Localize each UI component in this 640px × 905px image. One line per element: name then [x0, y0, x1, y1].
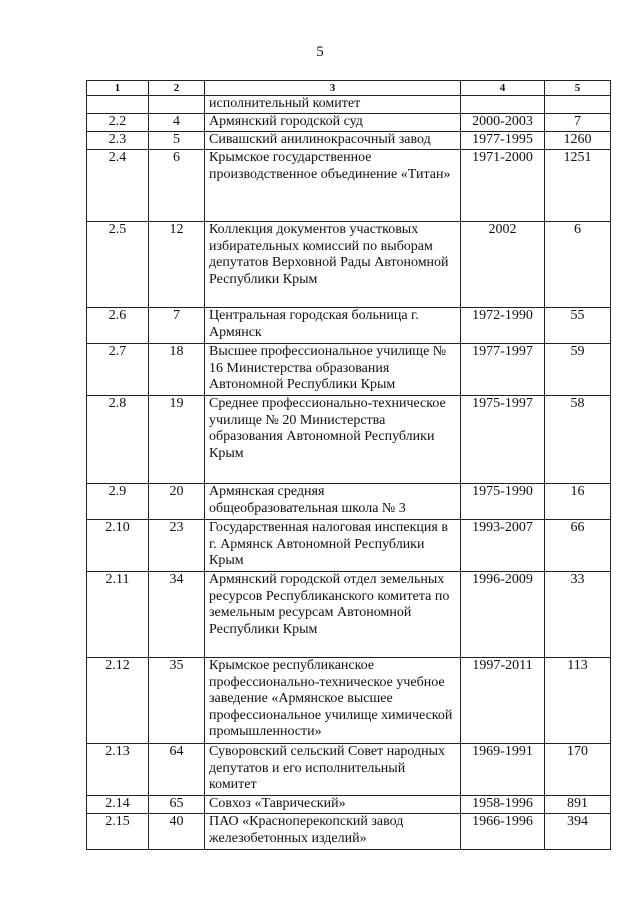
row-number: 2.10 — [87, 520, 149, 572]
row-number: 2.5 — [87, 222, 149, 308]
fond-name: Совхоз «Таврический» — [205, 796, 461, 814]
years-range: 1977-1995 — [461, 132, 545, 150]
page-number: 5 — [316, 44, 324, 60]
fond-name: Армянский городской отдел земельных ресурсов Республиканского комитета по земельным ресурсам Автономной Республики Крым — [205, 572, 461, 658]
years-range: 1993-2007 — [461, 520, 545, 572]
fond-number: 4 — [149, 114, 205, 132]
units-count: 394 — [545, 814, 611, 850]
fond-number: 20 — [149, 484, 205, 520]
fond-number: 19 — [149, 396, 205, 484]
table-row — [87, 658, 611, 744]
units-count: 66 — [545, 520, 611, 572]
fond-number: 35 — [149, 658, 205, 744]
fond-name: Государственная налоговая инспекция в г. Армянск Автономной Республики Крым — [205, 520, 461, 572]
row-number — [87, 96, 149, 114]
row-number: 2.13 — [87, 744, 149, 796]
fond-name: Суворовский сельский Совет народных депутатов и его исполнительный комитет — [205, 744, 461, 796]
row-number: 2.8 — [87, 396, 149, 484]
fond-number: 65 — [149, 796, 205, 814]
fond-number: 5 — [149, 132, 205, 150]
units-count: 59 — [545, 344, 611, 396]
years-range: 1972-1990 — [461, 308, 545, 344]
table-row — [87, 572, 611, 658]
years-range — [461, 96, 545, 114]
table-row — [87, 520, 611, 572]
years-range: 2002 — [461, 222, 545, 308]
table-row — [87, 814, 611, 850]
years-range: 1966-1996 — [461, 814, 545, 850]
units-count: 7 — [545, 114, 611, 132]
fond-name: Центральная городская больница г. Армянск — [205, 308, 461, 344]
fond-name: ПАО «Красноперекопский завод железобетонных изделий» — [205, 814, 461, 850]
table-row — [87, 96, 611, 114]
fond-name: Высшее профессиональное училище № 16 Министерства образования Автономной Республики Крым — [205, 344, 461, 396]
fond-number: 7 — [149, 308, 205, 344]
years-range: 1977-1997 — [461, 344, 545, 396]
fond-name: Армянский городской суд — [205, 114, 461, 132]
fond-name: Крымское республиканское профессионально-техническое учебное заведение «Армянское высшее профессиональное училище химической промышленности» — [205, 658, 461, 744]
header-cell-3: 3 — [205, 81, 461, 96]
header-cell-4: 4 — [461, 81, 545, 96]
archive-fonds-table — [86, 80, 611, 850]
table-row — [87, 484, 611, 520]
years-range: 1975-1997 — [461, 396, 545, 484]
row-number: 2.6 — [87, 308, 149, 344]
table-row — [87, 796, 611, 814]
table-row — [87, 222, 611, 308]
table-row — [87, 150, 611, 222]
fond-name: Армянская средняя общеобразовательная школа № 3 — [205, 484, 461, 520]
fond-name: Крымское государственное производственное объединение «Титан» — [205, 150, 461, 222]
table-row — [87, 114, 611, 132]
fond-name: исполнительный комитет — [205, 96, 461, 114]
row-number: 2.4 — [87, 150, 149, 222]
units-count: 33 — [545, 572, 611, 658]
fond-name: Коллекция документов участковых избирательных комиссий по выборам депутатов Верховной Рады Автономной Республики Крым — [205, 222, 461, 308]
table-row — [87, 344, 611, 396]
years-range: 1958-1996 — [461, 796, 545, 814]
fond-number: 18 — [149, 344, 205, 396]
row-number: 2.12 — [87, 658, 149, 744]
row-number: 2.2 — [87, 114, 149, 132]
fond-number: 34 — [149, 572, 205, 658]
header-cell-1: 1 — [87, 81, 149, 96]
fond-name: Сивашский анилинокрасочный завод — [205, 132, 461, 150]
row-number: 2.7 — [87, 344, 149, 396]
units-count — [545, 96, 611, 114]
units-count: 58 — [545, 396, 611, 484]
years-range: 2000-2003 — [461, 114, 545, 132]
fond-number — [149, 96, 205, 114]
header-cell-5: 5 — [545, 81, 611, 96]
table-row — [87, 744, 611, 796]
row-number: 2.11 — [87, 572, 149, 658]
row-number: 2.14 — [87, 796, 149, 814]
fond-number: 12 — [149, 222, 205, 308]
units-count: 170 — [545, 744, 611, 796]
units-count: 55 — [545, 308, 611, 344]
years-range: 1975-1990 — [461, 484, 545, 520]
fond-number: 40 — [149, 814, 205, 850]
row-number: 2.15 — [87, 814, 149, 850]
fond-number: 6 — [149, 150, 205, 222]
table-header-row — [87, 81, 611, 96]
table-row — [87, 132, 611, 150]
fond-name: Среднее профессионально-техническое училище № 20 Министерства образования Автономной Республики Крым — [205, 396, 461, 484]
table-row — [87, 308, 611, 344]
units-count: 1251 — [545, 150, 611, 222]
row-number: 2.9 — [87, 484, 149, 520]
years-range: 1997-2011 — [461, 658, 545, 744]
years-range: 1996-2009 — [461, 572, 545, 658]
units-count: 891 — [545, 796, 611, 814]
units-count: 16 — [545, 484, 611, 520]
row-number: 2.3 — [87, 132, 149, 150]
units-count: 113 — [545, 658, 611, 744]
fond-number: 23 — [149, 520, 205, 572]
years-range: 1971-2000 — [461, 150, 545, 222]
table-row — [87, 396, 611, 484]
units-count: 6 — [545, 222, 611, 308]
units-count: 1260 — [545, 132, 611, 150]
years-range: 1969-1991 — [461, 744, 545, 796]
header-cell-2: 2 — [149, 81, 205, 96]
fond-number: 64 — [149, 744, 205, 796]
